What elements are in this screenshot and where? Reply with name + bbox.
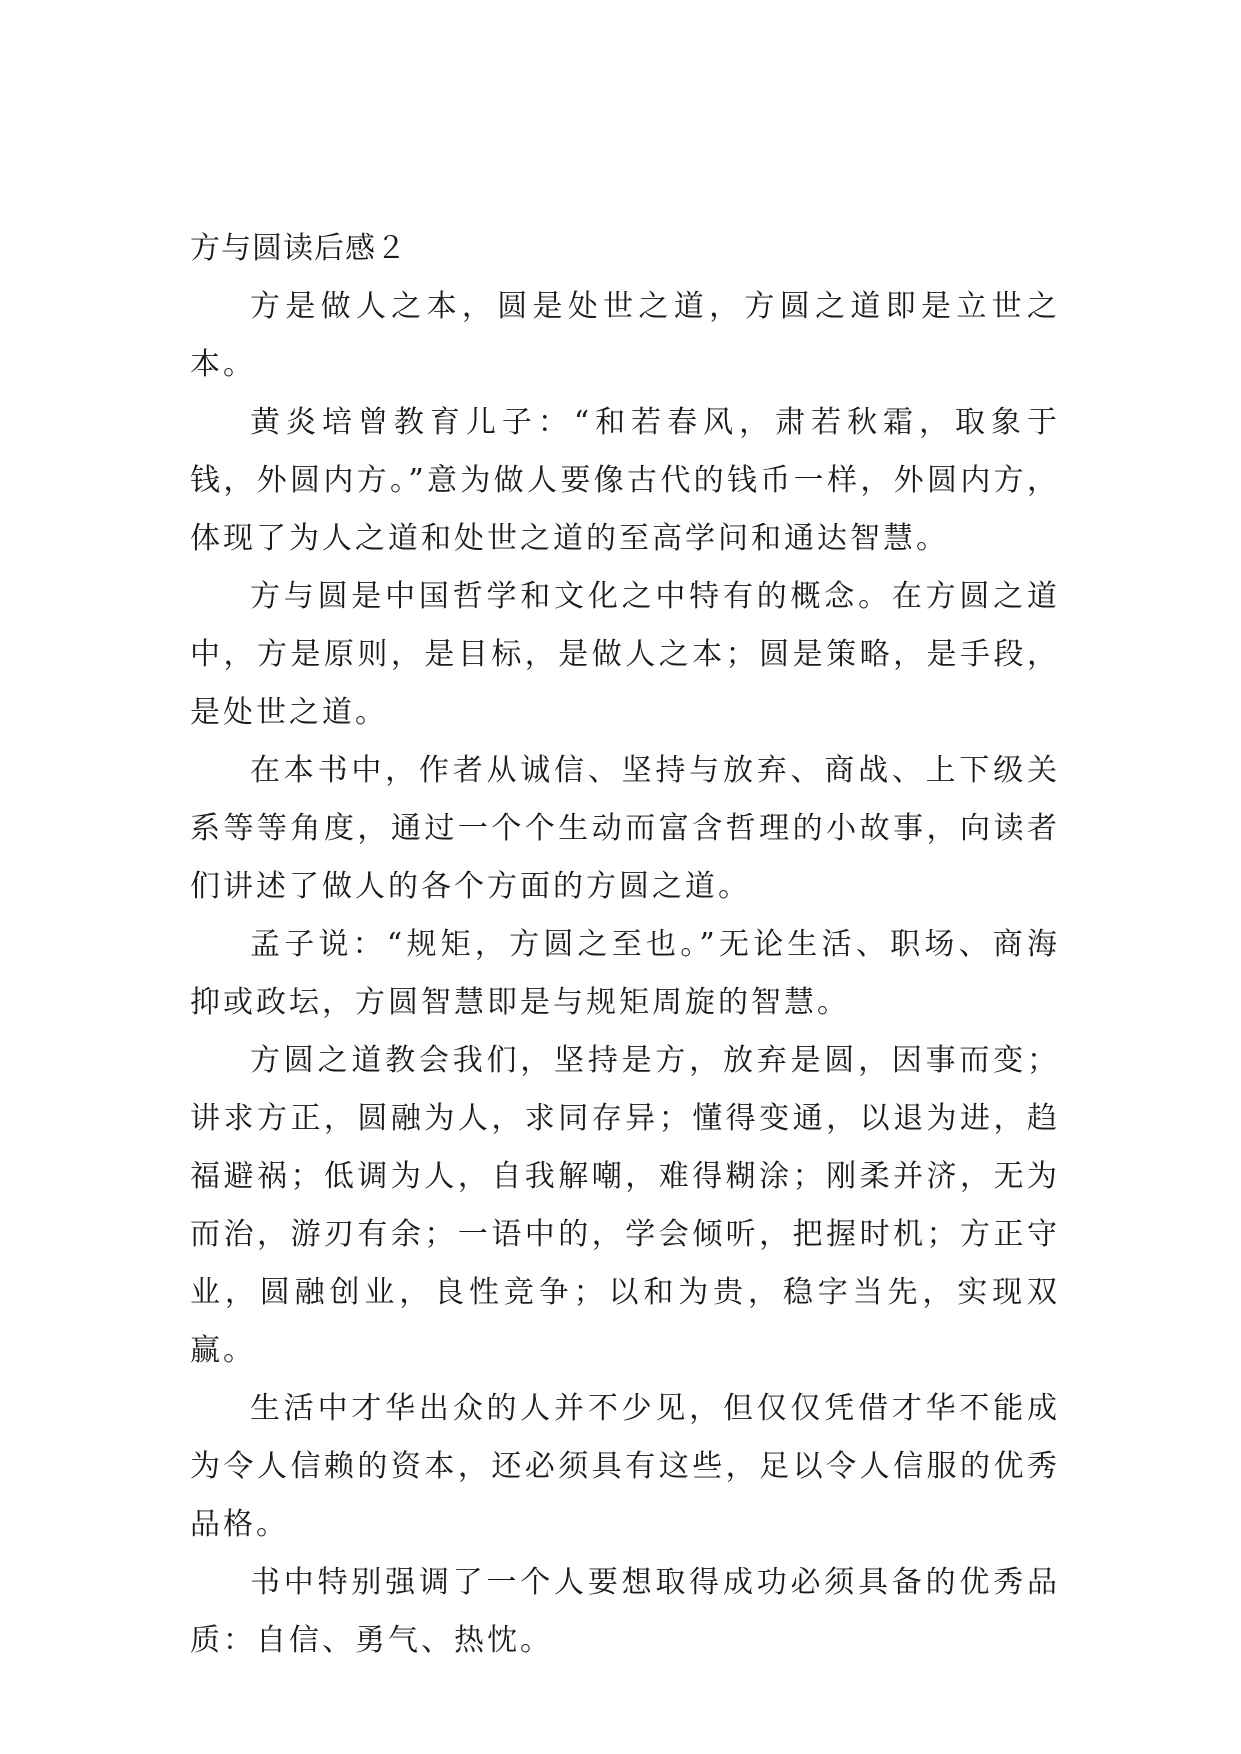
paragraph-6: 方圆之道教会我们，坚持是方，放弃是圆，因事而变；讲求方正，圆融为人，求同存异；懂得变通，以退为进，趋福避祸；低调为人，自我解嘲，难得糊涂；刚柔并济，无为而治，游刃有余；一语中的，学会倾听，把握时机；方正守业，圆融创业，良性竞争；以和为贵，稳字当先，实现双赢。 bbox=[190, 1043, 1060, 1368]
paragraph-1: 方是做人之本，圆是处世之道，方圆之道即是立世之本。 bbox=[190, 289, 1060, 382]
document-page bbox=[190, 220, 1060, 1670]
paragraph-4: 在本书中，作者从诚信、坚持与放弃、商战、上下级关系等等角度，通过一个个生动而富含哲理的小故事，向读者们讲述了做人的各个方面的方圆之道。 bbox=[190, 753, 1060, 904]
paragraph-3: 方与圆是中国哲学和文化之中特有的概念。在方圆之道中，方是原则，是目标，是做人之本；圆是策略，是手段，是处世之道。 bbox=[190, 579, 1060, 730]
document-title: 方与圆读后感２ bbox=[190, 231, 407, 266]
paragraph-8: 书中特别强调了一个人要想取得成功必须具备的优秀品质：自信、勇气、热忱。 bbox=[190, 1565, 1060, 1658]
paragraph-2: 黄炎培曾教育儿子：“和若春风，肃若秋霜，取象于钱，外圆内方。”意为做人要像古代的钱币一样，外圆内方，体现了为人之道和处世之道的至高学问和通达智慧。 bbox=[190, 405, 1060, 556]
paragraph-7: 生活中才华出众的人并不少见，但仅仅凭借才华不能成为令人信赖的资本，还必须具有这些，足以令人信服的优秀品格。 bbox=[190, 1391, 1060, 1542]
paragraph-5: 孟子说：“规矩，方圆之至也。”无论生活、职场、商海抑或政坛，方圆智慧即是与规矩周旋的智慧。 bbox=[190, 927, 1060, 1020]
